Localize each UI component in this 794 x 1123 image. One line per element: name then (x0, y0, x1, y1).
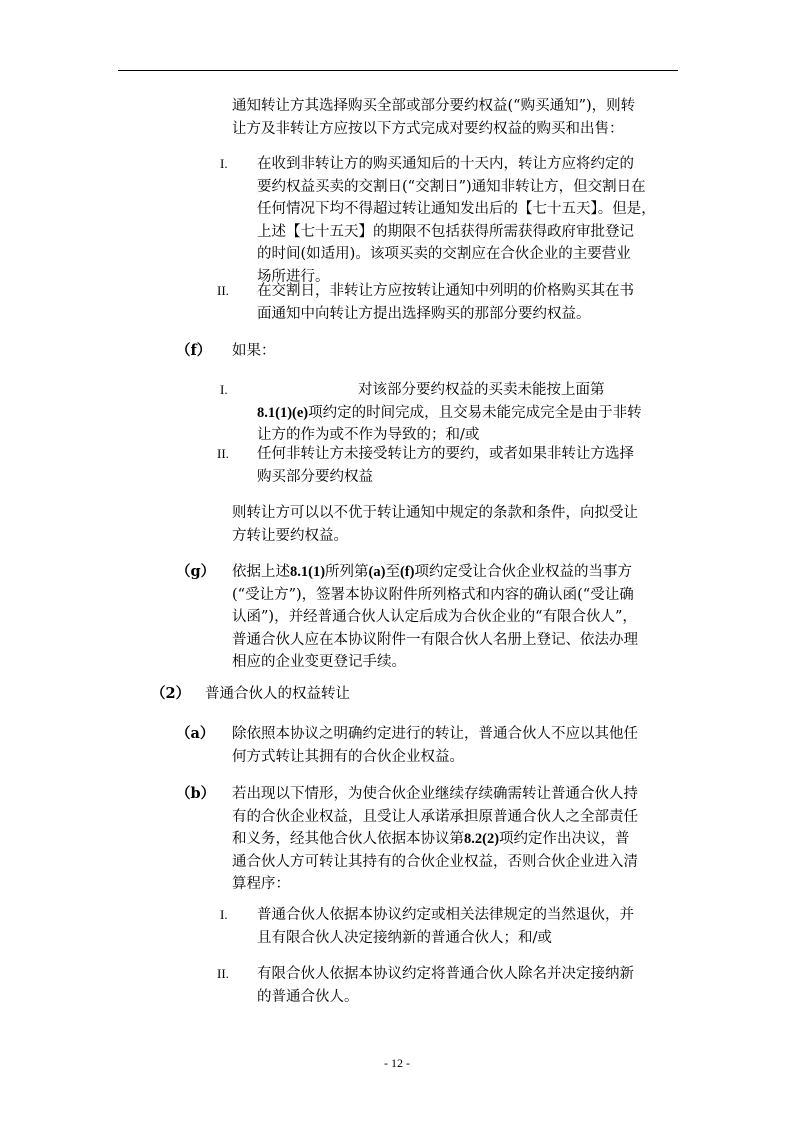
text-line (257, 402, 642, 425)
clause-reference: 8.1(1) (290, 564, 326, 580)
text-line: 任何情况下均不得超过转让通知发出后的【七十五天】。但是， (257, 201, 656, 217)
clause-reference: (f) (399, 564, 415, 580)
list-item (257, 904, 634, 949)
text-line: 任何非转让方未接受转让方的要约，或者如果非转让方选择 (257, 446, 634, 462)
section-label: （2） (151, 685, 191, 702)
list-number: II. (217, 283, 229, 298)
clause-label: （a） (176, 725, 215, 742)
page-number: - 12 - (384, 1056, 410, 1070)
list-item (257, 153, 656, 288)
text-line: 要约权益买卖的交割日(“交割日”)通知非转让方，但交割日在 (257, 178, 646, 195)
clause-reference: (a) (368, 564, 386, 580)
paragraph-intro (232, 95, 635, 140)
list-item (257, 280, 634, 325)
clause-label: （b） (176, 785, 216, 802)
text-run: 项约定作出决议，普 (499, 831, 630, 847)
text-run: 依据上述 (232, 564, 290, 580)
text-line: 算程序： (232, 876, 290, 892)
text-line: 方转让要约权益。 (232, 527, 348, 544)
clause-text (232, 561, 638, 674)
list-number: I. (220, 156, 228, 171)
clause-text (232, 723, 638, 768)
text-line: 上述【七十五天】的期限不包括获得所需获得政府审批登记 (257, 223, 634, 240)
text-line: 让方的作为或不作为导致的；和/或 (257, 427, 480, 443)
clause-text: 如果： (232, 343, 276, 359)
text-line: 若出现以下情形，为使合伙企业继续存续确需转让普通合伙人持 (232, 786, 638, 802)
clause-label: （g） (176, 563, 216, 580)
list-number: I. (220, 907, 228, 922)
text-line: 有限合伙人依据本协议约定将普通合伙人除名并决定接纳新 (257, 966, 634, 982)
text-line: 普通合伙人依据本协议约定或相关法律规定的当然退伙，并 (257, 907, 634, 923)
text-line: 除依照本协议之明确约定进行的转让，普通合伙人不应以其他任 (232, 726, 638, 742)
text-line: 认函”)，并经普通合伙人认定后成为合伙企业的“有限合伙人”， (232, 609, 637, 625)
clause-reference: 8.2(2) (464, 831, 500, 847)
text-line (232, 561, 638, 584)
text-line: (“受让方”)，签署本协议附件所列格式和内容的确认函(“受让确 (232, 586, 634, 603)
text-line: 普通合伙人应在本协议附件一有限合伙人名册上登记、依法办理 (232, 631, 638, 648)
paragraph (232, 502, 638, 547)
clause-label: （f） (176, 342, 212, 359)
text-line: 且有限合伙人决定接纳新的普通合伙人；和/或 (257, 929, 552, 946)
section-title: 普通合伙人的权益转让 (205, 686, 350, 702)
list-item (257, 443, 634, 488)
text-line: 场所进行。 (257, 268, 330, 285)
list-number: I. (220, 382, 228, 397)
text-line: 在交割日，非转让方应按转让通知中列明的价格购买其在书 (257, 283, 634, 299)
list-number: II. (217, 446, 229, 461)
text-line: 何方式转让其拥有的合伙企业权益。 (232, 748, 464, 765)
text-line: 通知转让方其选择购买全部或部分要约权益(“购买通知”)，则转 (232, 98, 636, 114)
text-line: 在收到非转让方的购买通知后的十天内，转让方应将约定的 (257, 156, 634, 172)
text-line: 有的合伙企业权益，且受让人承诺承担原普通合伙人之全部责任 (232, 808, 638, 825)
text-run: 和义务，经其他合伙人依据本协议第 (232, 831, 464, 847)
text-line: 购买部分要约权益 (257, 468, 373, 485)
text-line (232, 828, 638, 851)
text-line: 面通知中向转让方提出选择购买的那部分要约权益。 (257, 305, 591, 322)
header-rule (118, 70, 678, 71)
clause-text (232, 783, 638, 896)
text-line: 则转让方可以以不优于转让通知中规定的条款和条件，向拟受让 (232, 505, 638, 521)
list-item (257, 379, 642, 447)
text-run: 项约定受让合伙企业权益的当事方 (414, 564, 632, 580)
text-run: 项约定的时间完成，且交易未能完成完全是由于非转 (308, 404, 642, 421)
list-item (257, 963, 634, 1008)
list-number: II. (217, 966, 229, 981)
text-line: 对该部分要约权益的买卖未能按上面第 (358, 382, 605, 398)
text-run: 所列第 (325, 564, 369, 580)
text-line: 通合伙人方可转让其持有的合伙企业权益，否则合伙企业进入清 (232, 853, 638, 870)
clause-reference: 8.1(1)(e) (257, 404, 309, 421)
text-line: 的时间(如适用)。该项买卖的交割应在合伙企业的主要营业 (257, 246, 631, 262)
text-line: 让方及非转让方应按以下方式完成对要约权益的购买和出售： (232, 120, 624, 137)
text-line: 相应的企业变更登记手续。 (232, 654, 406, 670)
text-line: 的普通合伙人。 (257, 988, 359, 1005)
text-run: 至 (385, 564, 400, 580)
